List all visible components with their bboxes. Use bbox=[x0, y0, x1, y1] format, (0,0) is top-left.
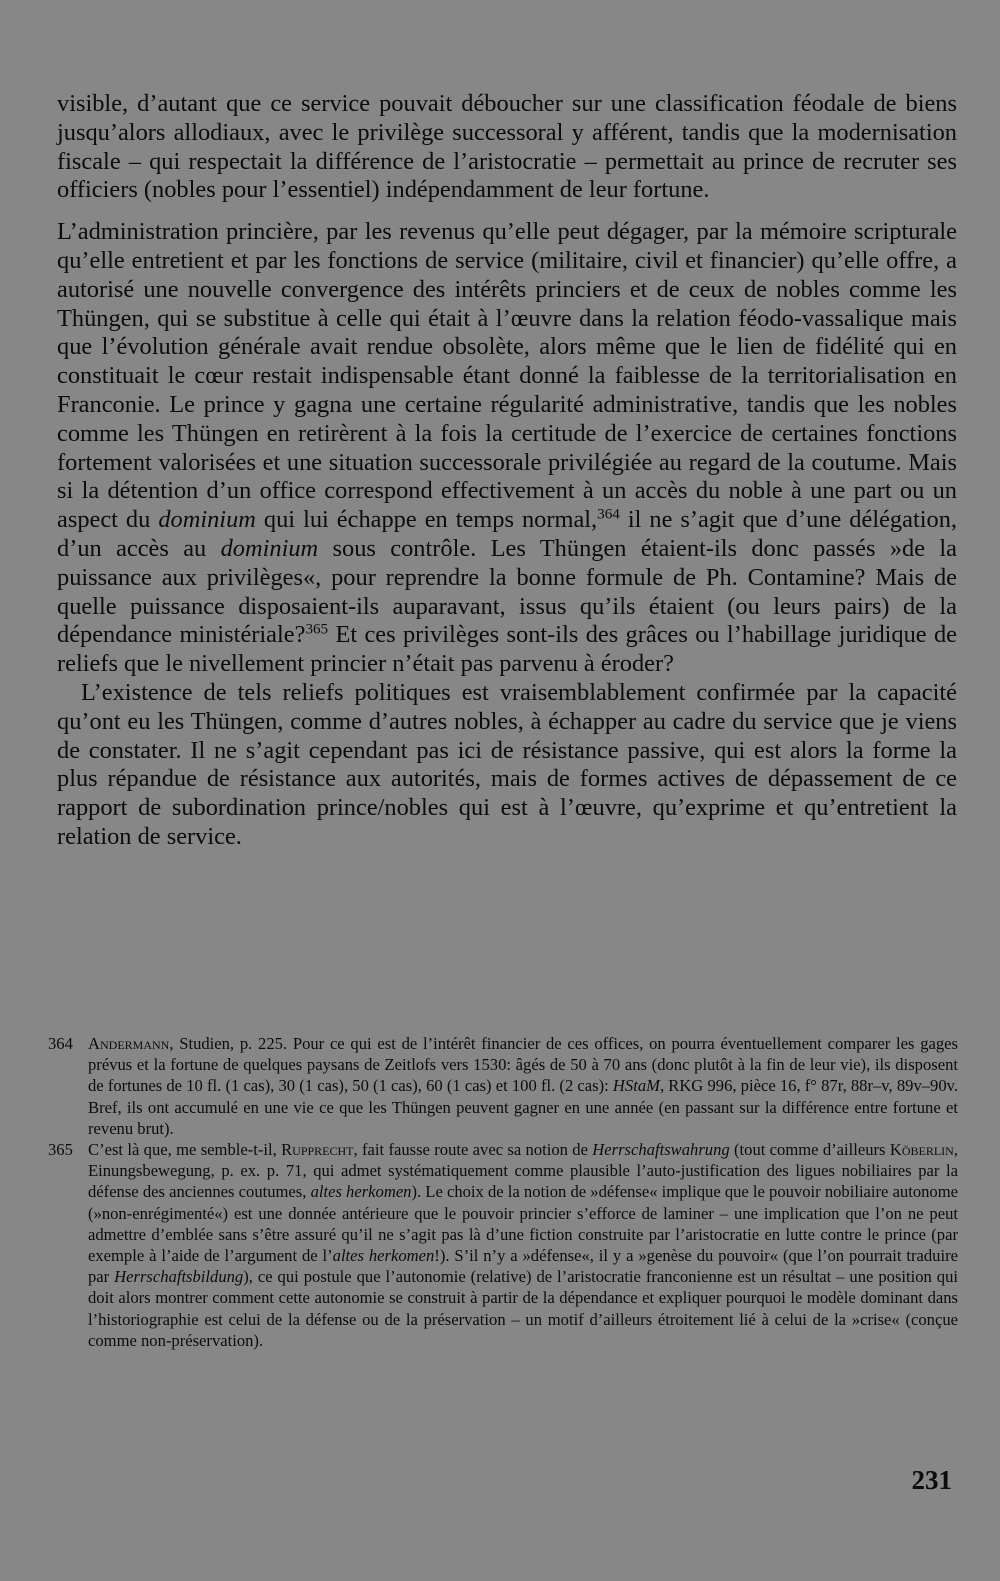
footnote-italic: Herrschaftswahrung bbox=[592, 1140, 730, 1160]
footnote-italic: altes herkomen bbox=[332, 1246, 435, 1266]
footnote-text: , Studien, p. 225. Pour ce qui est de l’intérêt financier de ces offices, on pourra éventuellement comparer les gages prévus et la fortune de quelques paysans de Zeitlofs vers 1530: âgés de 50 à 70 ans (donc plutôt à la fin de leur vie), ils disposent de fortunes de 10 fl. (1 cas), 30 (1 cas), 50 (1 cas), 60 (1 cas) et 100 fl. (2 cas): bbox=[88, 1034, 958, 1096]
footnote-italic: altes herkomen bbox=[310, 1182, 412, 1202]
footnote-364 bbox=[48, 1033, 958, 1139]
footnote-365 bbox=[48, 1139, 958, 1351]
paragraph-2 bbox=[57, 218, 957, 679]
paragraph-2-text-4: sous contrôle. Les Thüngen étaient-ils donc passés »de la puissance aux privilèges«, pour reprendre la bonne formule de Ph. Contamine? Mais de quelle puissance disposaient-ils auparavant, issus qu’ils étaient (ou leurs pairs) de la dépendance ministériale? bbox=[57, 534, 957, 649]
paragraph-3: L’existence de tels reliefs politiques est vraisemblablement confirmée par la capacité qu’ont eu les Thüngen, comme d’autres nobles, à échapper au cadre du service que je viens de constater. Il ne s’agit cependant pas ici de résistance passive, qui est alors la forme la plus répandue de résistance aux autorités, mais de formes actives de dépassement de ce rapport de subordination prince/nobles qui est à l’œuvre, qu’exprime et qu’entretient la relation de service. bbox=[57, 678, 957, 850]
footnote-text: , fait fausse route avec sa notion de bbox=[353, 1140, 593, 1160]
author-name: Andermann bbox=[88, 1034, 170, 1053]
footnote-number: 364 bbox=[48, 1034, 73, 1053]
paragraph-2-text-2: qui lui échappe en temps normal, bbox=[255, 506, 598, 534]
paragraph-2-italic-dominium-1: dominium bbox=[158, 506, 256, 534]
paragraph-2-text-3: il ne s’agit que d’une délégation, d’un accès au bbox=[57, 506, 957, 562]
paragraph-2-text-1: L’administration princière, par les revenus qu’elle peut dégager, par la mémoire scripturale qu’elle entretient et par les fonctions de service (militaire, civil et financier) qu’elle offre, a autorisé une nouvelle convergence des intérêts princiers et de ceux de nobles comme les Thüngen, qui se substitue à celle qui était à l’œuvre dans la relation féodo-vassalique mais que l’évolution générale avait rendue obsolète, alors même que le lien de fidélité qui en constituait le cœur restait indispensable étant donné la faiblesse de la territorialisation en Franconie. Le prince y gagna une certaine régularité administrative, tandis que les nobles comme les Thüngen en retirèrent à la fois la certitude de l’exercice de certaines fonctions fortement valorisées et une situation successorale privilégiée au regard de la coutume. Mais si la détention d’un office correspond effectivement à un accès du noble à une part ou un aspect du bbox=[57, 218, 957, 534]
footnote-italic: HStaM bbox=[612, 1076, 660, 1096]
footnote-text: , RKG 996, pièce 16, f° 87r, 88r–v, 89v–90v. Bref, ils ont accumulé en une vie ce que les Thüngen peuvent gagner en une année (en passant sur la différence entre fortune et revenu brut). bbox=[88, 1076, 958, 1138]
footnote-number: 365 bbox=[48, 1140, 73, 1160]
footnote-text: ). Le choix de la notion de »défense« implique que le pouvoir nobiliaire autonome (»non-enrégimenté«) est une donnée antérieure que le pouvoir princier s’efforce de laminer – une implication que l’on ne peut admettre d’emblée sans s’être assuré qu’il ne s’agit pas là d’une fiction construite par l’aristocratie en lutte contre le prince (par exemple à l’aide de l’argument de l’ bbox=[88, 1182, 959, 1266]
main-text bbox=[57, 90, 957, 852]
footnote-text: C’est là que, me semble-t-il, bbox=[88, 1140, 282, 1160]
page-number: 231 bbox=[911, 1465, 952, 1495]
footnote-ref-365[interactable]: 365 bbox=[305, 622, 329, 639]
footnote-italic: Herrschaftsbildung bbox=[114, 1267, 244, 1287]
footnote-ref-364[interactable]: 364 bbox=[597, 506, 620, 523]
footnotes bbox=[48, 1033, 958, 1351]
paragraph-2-text-5: Et ces privilèges sont-ils des grâces ou l’habillage juridique de reliefs que le nivellement princier n’était pas parvenu à éroder? bbox=[57, 621, 958, 678]
author-name: Köberlin bbox=[889, 1140, 954, 1160]
footnote-text: , Einungsbewegung, p. ex. p. 71, qui admet systématiquement comme plausible l’auto-justification des ligues nobiliaires par la défense des anciennes coutumes, bbox=[88, 1140, 958, 1202]
author-name: Rupprecht bbox=[281, 1140, 354, 1160]
footnote-text: ), ce qui postule que l’autonomie (relative) de l’aristocratie franconienne est un résultat – une position qui doit alors montrer comment cette autonomie se construit à partir de la dépendance et expliquer pourquoi le modèle dominant dans l’historiographie est celui de la défense ou de la préservation – un motif d’ailleurs étroitement lié à celui de la »crise« (conçue comme non-préservation). bbox=[88, 1267, 958, 1350]
footnote-text: !). S’il n’y a »défense«, il y a »genèse du pouvoir« (que l’on pourrait traduire par bbox=[88, 1246, 958, 1287]
footnote-text: (tout comme d’ailleurs bbox=[729, 1140, 890, 1160]
paragraph-1: visible, d’autant que ce service pouvait déboucher sur une classification féodale de biens jusqu’alors allodiaux, avec le privilège successoral y afférent, tandis que la modernisation fiscale – qui respectait la différence de l’aristocratie – permettait au prince de recruter ses officiers (nobles pour l’essentiel) indépendamment de leur fortune. bbox=[57, 90, 957, 204]
paragraph-2-italic-dominium-2: dominium bbox=[220, 534, 319, 562]
